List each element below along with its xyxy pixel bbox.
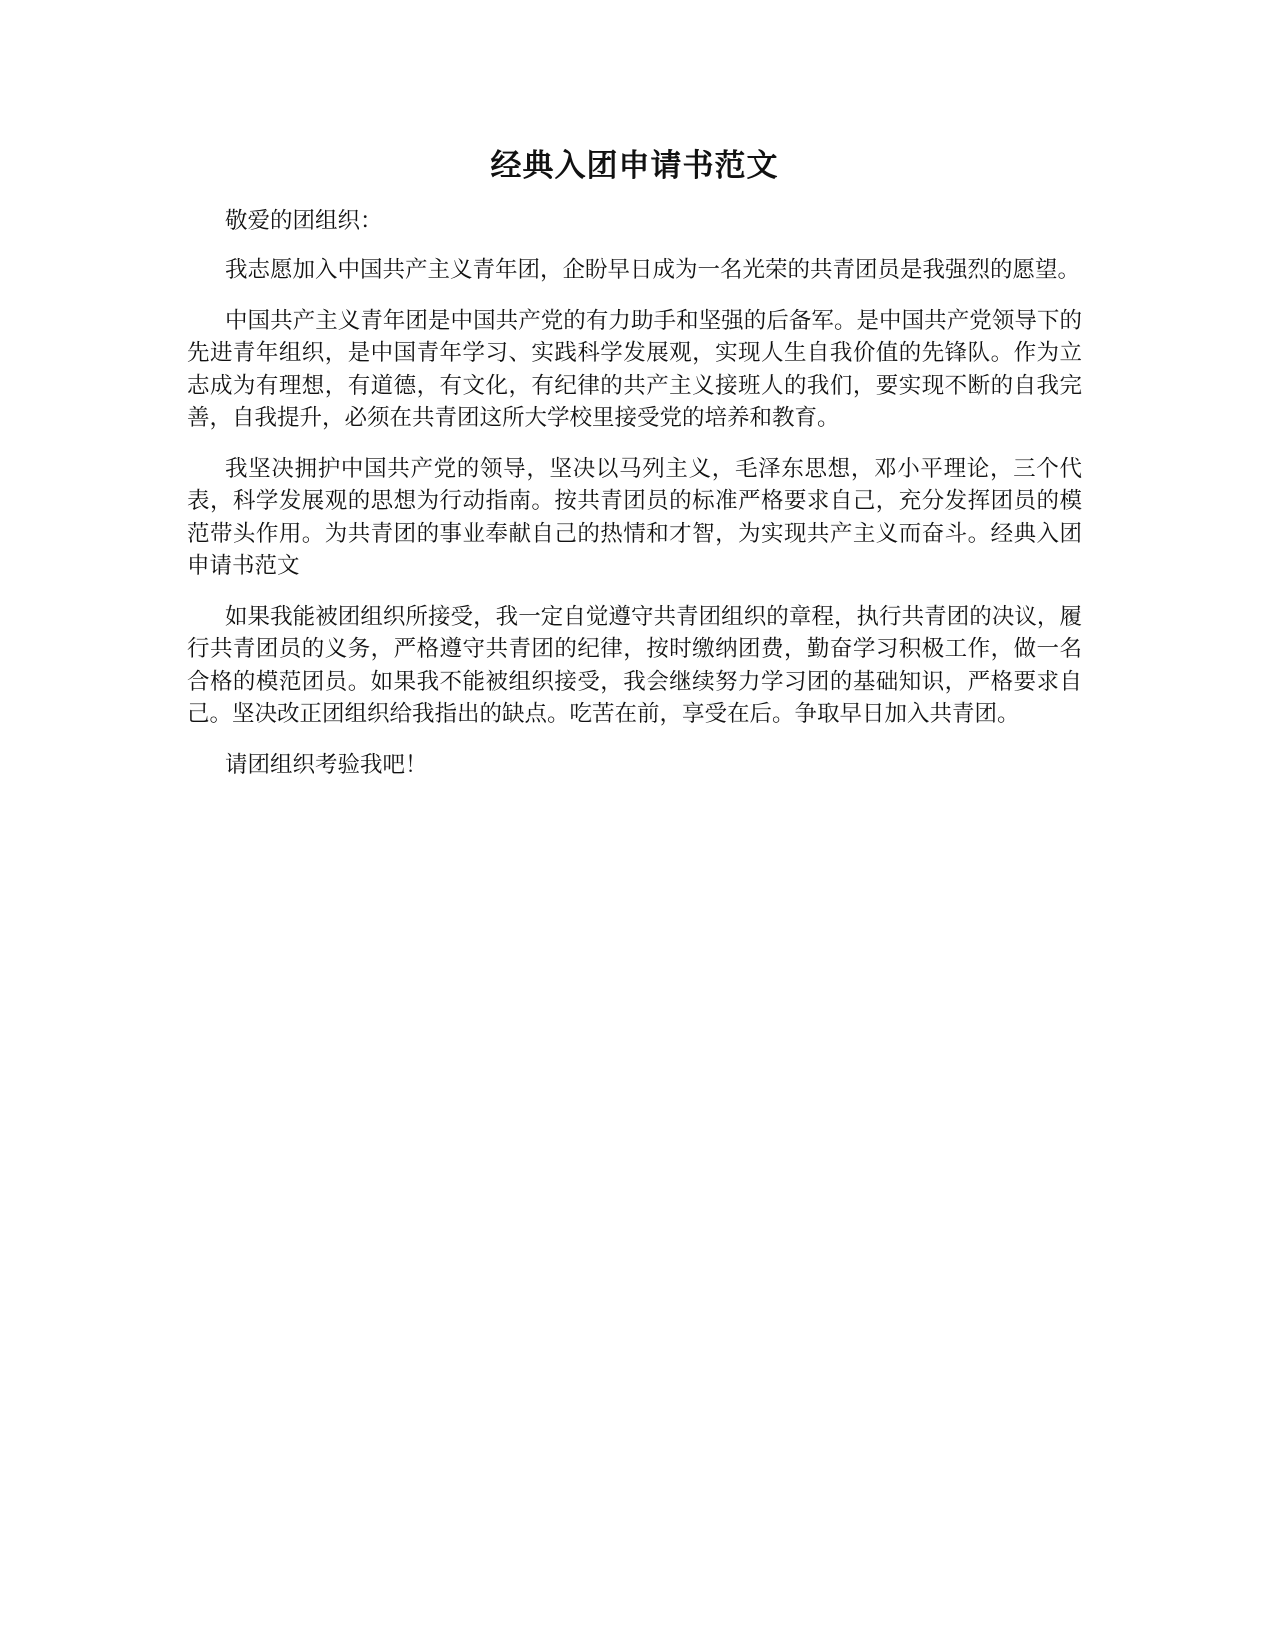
paragraph-3: 我坚决拥护中国共产党的领导，坚决以马列主义，毛泽东思想，邓小平理论，三个代表，科学发展观的思想为行动指南。按共青团员的标准严格要求自己，充分发挥团员的模范带头作用。为共青团的事业奉献自己的热情和才智，为实现共产主义而奋斗。经典入团申请书范文 — [187, 455, 1082, 579]
closing-line: 请团组织考验我吧！ — [225, 751, 428, 778]
paragraph-2: 中国共产主义青年团是中国共产党的有力助手和坚强的后备军。是中国共产党领导下的先进青年组织，是中国青年学习、实践科学发展观，实现人生自我价值的先锋队。作为立志成为有理想，有道德，有文化，有纪律的共产主义接班人的我们，要实现不断的自我完善，自我提升，必须在共青团这所大学校里接受党的培养和教育。 — [187, 307, 1082, 431]
document-title: 经典入团申请书范文 — [490, 148, 779, 184]
salutation: 敬爱的团组织： — [225, 208, 383, 234]
paragraph-1: 我志愿加入中国共产主义青年团，企盼早日成为一名光荣的共青团员是我强烈的愿望。 — [225, 257, 1081, 283]
paragraph-4: 如果我能被团组织所接受，我一定自觉遵守共青团组织的章程，执行共青团的决议，履行共青团员的义务，严格遵守共青团的纪律，按时缴纳团费，勤奋学习积极工作，做一名合格的模范团员。如果我不能被组织接受，我会继续努力学习团的基础知识，严格要求自己。坚决改正团组织给我指出的缺点。吃苦在前，享受在后。争取早日加入共青团。 — [187, 603, 1082, 727]
document-body — [187, 145, 1082, 799]
